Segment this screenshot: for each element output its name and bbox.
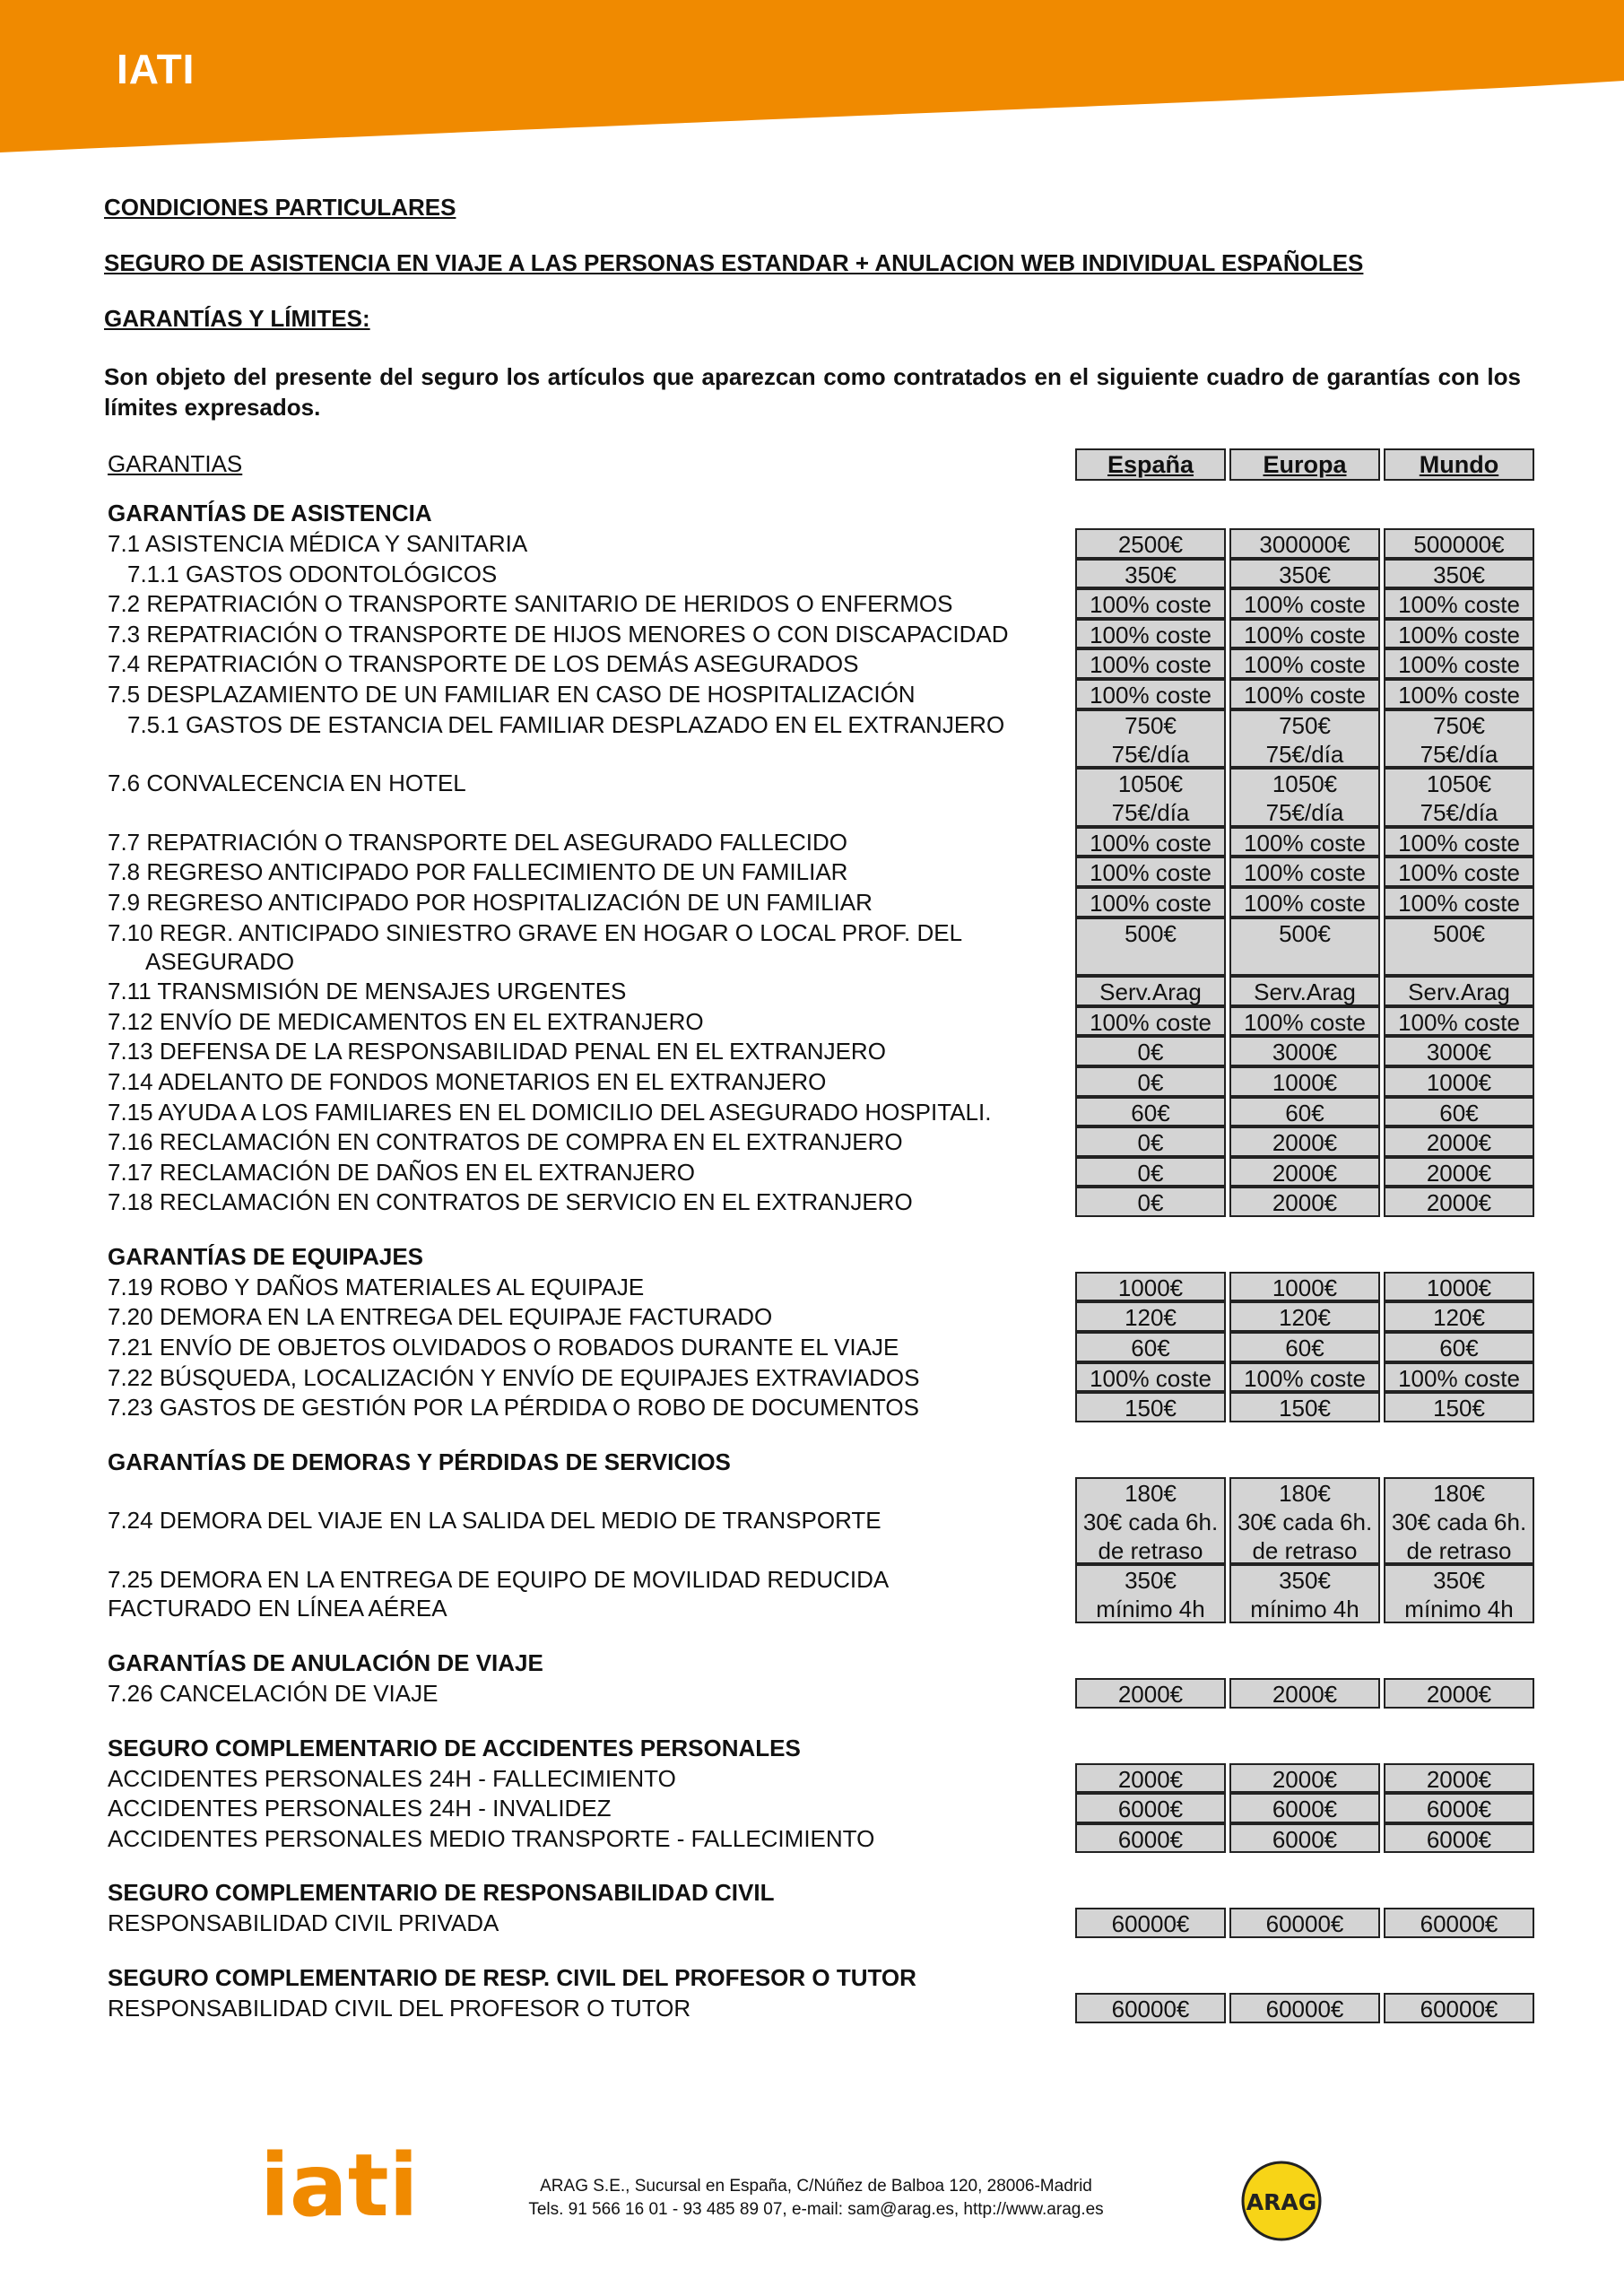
guarantee-label-text: 7.1.1 GASTOS ODONTOLÓGICOS [127, 560, 498, 587]
value-cell-espana: 60€ [1075, 1097, 1226, 1127]
brand-logo: IATI [117, 46, 195, 92]
table-row [108, 1823, 1542, 1854]
value-cell-europa: 500€ [1229, 918, 1380, 977]
document-title: CONDICIONES PARTICULARES [104, 194, 456, 221]
column-header-garantias: GARANTIAS [108, 450, 243, 477]
guarantee-label-text: 7.22 BÚSQUEDA, LOCALIZACIÓN Y ENVÍO DE EQUIPAJES EXTRAVIADOS [108, 1363, 920, 1391]
value-cell-europa: 60000€ [1229, 1993, 1380, 2023]
table-row [108, 1301, 1542, 1332]
value-cell-mundo: 100% coste [1384, 1362, 1534, 1393]
value-cell-europa: 3000€ [1229, 1036, 1380, 1066]
section-title: SEGURO COMPLEMENTARIO DE RESP. CIVIL DEL PROFESOR O TUTOR [108, 1964, 916, 1991]
table-row [108, 827, 1542, 857]
value-cell-europa: 180€ 30€ cada 6h. de retraso [1229, 1477, 1380, 1565]
value-cell-europa: 1000€ [1229, 1066, 1380, 1097]
table-row [108, 1564, 1542, 1623]
guarantee-label [108, 1066, 1058, 1096]
guarantee-label-text: 7.13 DEFENSA DE LA RESPONSABILIDAD PENAL EN EL EXTRANJERO [108, 1038, 886, 1065]
guarantee-label-text: RESPONSABILIDAD CIVIL DEL PROFESOR O TUTOR [108, 1995, 691, 2022]
value-cell-mundo: 500000€ [1384, 528, 1534, 559]
value-cell-mundo: 60000€ [1384, 1908, 1534, 1938]
value-cell-mundo: 3000€ [1384, 1036, 1534, 1066]
column-header-europa: Europa [1229, 448, 1380, 481]
table-row [108, 1006, 1542, 1037]
guarantee-label-text: 7.24 DEMORA DEL VIAJE EN LA SALIDA DEL MEDIO DE TRANSPORTE [108, 1506, 881, 1534]
value-cell-mundo: 100% coste [1384, 827, 1534, 857]
table-row [108, 679, 1542, 709]
value-cell-mundo: 750€ 75€/día [1384, 709, 1534, 769]
guarantee-label [108, 1477, 1058, 1535]
value-cell-mundo: 180€ 30€ cada 6h. de retraso [1384, 1477, 1534, 1565]
value-cell-mundo: 100% coste [1384, 679, 1534, 709]
value-cell-mundo: 120€ [1384, 1301, 1534, 1332]
value-cell-europa: 100% coste [1229, 857, 1380, 887]
value-cell-mundo: 1000€ [1384, 1272, 1534, 1302]
value-cell-europa: 350€ [1229, 559, 1380, 589]
guarantee-label [108, 1763, 1058, 1793]
guarantee-label-text: 7.6 CONVALECENCIA EN HOTEL [108, 770, 466, 797]
value-cell-europa: 60€ [1229, 1097, 1380, 1127]
iati-logo-text: iati [260, 2144, 419, 2233]
table-row [108, 1036, 1542, 1066]
value-cell-espana: 1050€ 75€/día [1075, 768, 1226, 827]
value-cell-europa: 100% coste [1229, 619, 1380, 649]
guarantee-label-text: RESPONSABILIDAD CIVIL PRIVADA [108, 1909, 499, 1937]
guarantees-table [108, 448, 1542, 2023]
value-cell-espana: 100% coste [1075, 619, 1226, 649]
value-cell-espana: 350€ mínimo 4h [1075, 1564, 1226, 1623]
value-cell-europa: 1050€ 75€/día [1229, 768, 1380, 827]
section-title: GARANTÍAS DE EQUIPAJES [108, 1242, 424, 1270]
value-cell-espana: 100% coste [1075, 679, 1226, 709]
value-cell-europa: 6000€ [1229, 1823, 1380, 1854]
column-header-espana: España [1075, 448, 1226, 481]
value-cell-mundo: 100% coste [1384, 648, 1534, 679]
value-cell-europa: 100% coste [1229, 648, 1380, 679]
table-row [108, 1793, 1542, 1823]
guarantee-label [108, 588, 1058, 618]
guarantee-label [108, 1187, 1058, 1216]
value-cell-europa: 2000€ [1229, 1157, 1380, 1187]
iati-footer-logo [260, 2144, 421, 2238]
guarantee-label-text: 7.11 TRANSMISIÓN DE MENSAJES URGENTES [108, 978, 627, 1005]
intro-paragraph: Son objeto del presente del seguro los artículos que aparezcan como contratados en el siguiente cuadro de garantías con los límites expresados. [104, 363, 1521, 421]
guarantee-label [108, 857, 1058, 886]
guarantee-label [108, 1362, 1058, 1392]
section-title: SEGURO COMPLEMENTARIO DE RESPONSABILIDAD CIVIL [108, 1879, 775, 1907]
guarantee-label [108, 1908, 1058, 1937]
value-cell-europa: 100% coste [1229, 1362, 1380, 1393]
value-cell-mundo: 100% coste [1384, 619, 1534, 649]
table-header [108, 448, 1542, 481]
value-cell-mundo: 6000€ [1384, 1793, 1534, 1823]
value-cell-europa: 100% coste [1229, 679, 1380, 709]
guarantee-label-text: 7.10 REGR. ANTICIPADO SINIESTRO GRAVE EN HOGAR O LOCAL PROF. DEL [108, 918, 963, 946]
value-cell-europa: 2000€ [1229, 1763, 1380, 1794]
value-cell-mundo: 1050€ 75€/día [1384, 768, 1534, 827]
value-cell-mundo: 60000€ [1384, 1993, 1534, 2023]
guarantee-label [108, 1157, 1058, 1187]
guarantee-label [108, 887, 1058, 917]
value-cell-mundo: 100% coste [1384, 588, 1534, 619]
guarantee-label-text: 7.12 ENVÍO DE MEDICAMENTOS EN EL EXTRANJERO [108, 1007, 704, 1035]
guarantee-label [108, 827, 1058, 857]
value-cell-europa: 6000€ [1229, 1793, 1380, 1823]
guarantee-label-text: 7.21 ENVÍO DE OBJETOS OLVIDADOS O ROBADOS DURANTE EL VIAJE [108, 1334, 899, 1361]
table-row [108, 619, 1542, 649]
value-cell-espana: 2000€ [1075, 1763, 1226, 1794]
guarantee-label-text: 7.18 RECLAMACIÓN EN CONTRATOS DE SERVICIO EN EL EXTRANJERO [108, 1188, 913, 1216]
section-title: GARANTÍAS DE ANULACIÓN DE VIAJE [108, 1649, 543, 1677]
guarantee-label [108, 1332, 1058, 1361]
value-cell-espana: 150€ [1075, 1392, 1226, 1422]
guarantee-label [108, 1036, 1058, 1065]
guarantee-label-text: ACCIDENTES PERSONALES MEDIO TRANSPORTE - FALLECIMIENTO [108, 1824, 875, 1852]
value-cell-espana: 100% coste [1075, 588, 1226, 619]
table-row [108, 976, 1542, 1006]
value-cell-europa: 150€ [1229, 1392, 1380, 1422]
table-row [108, 1187, 1542, 1217]
value-cell-mundo: 2000€ [1384, 1678, 1534, 1709]
guarantee-label [108, 1126, 1058, 1156]
value-cell-espana: 60000€ [1075, 1908, 1226, 1938]
guarantee-label [108, 1823, 1058, 1853]
guarantee-label [108, 918, 1058, 976]
guarantee-label-text: 7.9 REGRESO ANTICIPADO POR HOSPITALIZACIÓN DE UN FAMILIAR [108, 888, 873, 916]
guarantee-label [108, 709, 1078, 739]
value-cell-mundo: 2000€ [1384, 1126, 1534, 1157]
guarantee-label-text: 7.8 REGRESO ANTICIPADO POR FALLECIMIENTO DE UN FAMILIAR [108, 858, 848, 886]
guarantee-label [108, 1272, 1058, 1301]
guarantee-label-text: 7.17 RECLAMACIÓN DE DAÑOS EN EL EXTRANJERO [108, 1158, 695, 1186]
value-cell-espana: 100% coste [1075, 827, 1226, 857]
table-row [108, 1763, 1542, 1794]
value-cell-mundo: 350€ [1384, 559, 1534, 589]
value-cell-europa: 100% coste [1229, 588, 1380, 619]
table-row [108, 1272, 1542, 1302]
value-cell-mundo: 2000€ [1384, 1157, 1534, 1187]
section-title: GARANTÍAS DE ASISTENCIA [108, 500, 432, 526]
table-row [108, 1126, 1542, 1157]
value-cell-europa: Serv.Arag [1229, 976, 1380, 1006]
guarantee-label-text: 7.15 AYUDA A LOS FAMILIARES EN EL DOMICILIO DEL ASEGURADO HOSPITALI. [108, 1098, 992, 1126]
guarantee-label [108, 1678, 1058, 1708]
value-cell-espana: 0€ [1075, 1187, 1226, 1217]
value-cell-europa: 100% coste [1229, 1006, 1380, 1037]
arag-logo-icon [1240, 2160, 1323, 2242]
table-row [108, 1332, 1542, 1362]
guarantee-label-text: 7.23 GASTOS DE GESTIÓN POR LA PÉRDIDA O ROBO DE DOCUMENTOS [108, 1394, 919, 1422]
footer-contact: Tels. 91 566 16 01 - 93 485 89 07, e-mail: sam@arag.es, http://www.arag.es [528, 2200, 1104, 2219]
value-cell-europa: 100% coste [1229, 827, 1380, 857]
guarantee-label [108, 1097, 1058, 1126]
guarantee-label [108, 1564, 1058, 1622]
guarantee-label [108, 768, 1058, 797]
value-cell-espana: 1000€ [1075, 1272, 1226, 1302]
guarantee-label [108, 648, 1058, 678]
table-row [108, 1908, 1542, 1938]
value-cell-espana: 60000€ [1075, 1993, 1226, 2023]
table-row [108, 1993, 1542, 2023]
value-cell-espana: 100% coste [1075, 887, 1226, 918]
value-cell-europa: 750€ 75€/día [1229, 709, 1380, 769]
value-cell-espana: 100% coste [1075, 1362, 1226, 1393]
guarantee-label-text: 7.16 RECLAMACIÓN EN CONTRATOS DE COMPRA EN EL EXTRANJERO [108, 1128, 903, 1156]
guarantee-label-text: 7.25 DEMORA EN LA ENTREGA DE EQUIPO DE MOVILIDAD REDUCIDA [108, 1566, 890, 1594]
value-cell-mundo: 60€ [1384, 1097, 1534, 1127]
value-cell-europa: 1000€ [1229, 1272, 1380, 1302]
value-cell-espana: 6000€ [1075, 1823, 1226, 1854]
value-cell-espana: 350€ [1075, 559, 1226, 589]
guarantee-label-text: 7.1 ASISTENCIA MÉDICA Y SANITARIA [108, 530, 528, 557]
value-cell-mundo: 100% coste [1384, 887, 1534, 918]
section-title: GARANTÍAS DE DEMORAS Y PÉRDIDAS DE SERVICIOS [108, 1448, 731, 1475]
value-cell-espana: 500€ [1075, 918, 1226, 977]
value-cell-europa: 120€ [1229, 1301, 1380, 1332]
value-cell-espana: 2000€ [1075, 1678, 1226, 1709]
value-cell-europa: 60€ [1229, 1332, 1380, 1362]
guarantee-label-text: ACCIDENTES PERSONALES 24H - INVALIDEZ [108, 1795, 612, 1822]
guarantee-label-text: 7.20 DEMORA EN LA ENTREGA DEL EQUIPAJE FACTURADO [108, 1303, 773, 1331]
guarantee-label [108, 1993, 1058, 2022]
guarantee-label-text: 7.19 ROBO Y DAÑOS MATERIALES AL EQUIPAJE [108, 1273, 645, 1300]
value-cell-espana: 0€ [1075, 1066, 1226, 1097]
value-cell-espana: 6000€ [1075, 1793, 1226, 1823]
table-body [108, 499, 1542, 2023]
value-cell-europa: 2000€ [1229, 1678, 1380, 1709]
value-cell-espana: 0€ [1075, 1036, 1226, 1066]
value-cell-mundo: 60€ [1384, 1332, 1534, 1362]
value-cell-mundo: 2000€ [1384, 1187, 1534, 1217]
value-cell-mundo: 150€ [1384, 1392, 1534, 1422]
value-cell-europa: 350€ mínimo 4h [1229, 1564, 1380, 1623]
guarantee-label [108, 1793, 1058, 1822]
arag-logo [1240, 2160, 1323, 2247]
guarantee-label-text: 7.2 REPATRIACIÓN O TRANSPORTE SANITARIO DE HERIDOS O ENFERMOS [108, 590, 953, 618]
guarantee-label-continued: FACTURADO EN LÍNEA AÉREA [108, 1595, 447, 1622]
table-row [108, 1097, 1542, 1127]
iati-logo-icon [260, 2144, 421, 2233]
table-row [108, 1362, 1542, 1393]
value-cell-espana: 60€ [1075, 1332, 1226, 1362]
value-cell-mundo: Serv.Arag [1384, 976, 1534, 1006]
footer-address: ARAG S.E., Sucursal en España, C/Núñez de Balboa 120, 28006-Madrid [540, 2177, 1092, 2196]
column-header-mundo: Mundo [1384, 448, 1534, 481]
value-cell-europa: 2000€ [1229, 1187, 1380, 1217]
value-cell-espana: 2500€ [1075, 528, 1226, 559]
footer-text [475, 2175, 1157, 2222]
value-cell-mundo: 100% coste [1384, 857, 1534, 887]
guarantee-label [108, 679, 1058, 709]
guarantee-label-text: 7.26 CANCELACIÓN DE VIAJE [108, 1680, 439, 1708]
guarantees-heading: GARANTÍAS Y LÍMITES: [104, 305, 370, 332]
banner-shape [0, 0, 1624, 157]
table-row [108, 559, 1542, 589]
guarantee-label [108, 1392, 1058, 1422]
guarantee-label-text: 7.5.1 GASTOS DE ESTANCIA DEL FAMILIAR DESPLAZADO EN EL EXTRANJERO [127, 710, 1005, 738]
guarantee-label [108, 559, 1078, 588]
value-cell-espana: 100% coste [1075, 1006, 1226, 1037]
table-row [108, 1392, 1542, 1422]
guarantee-label-continued: ASEGURADO [145, 947, 295, 975]
table-row [108, 768, 1542, 827]
product-title: SEGURO DE ASISTENCIA EN VIAJE A LAS PERSONAS ESTANDAR + ANULACION WEB INDIVIDUAL ESPAÑOLES [104, 249, 1364, 276]
value-cell-mundo: 6000€ [1384, 1823, 1534, 1854]
value-cell-espana: 120€ [1075, 1301, 1226, 1332]
value-cell-espana: 0€ [1075, 1126, 1226, 1157]
value-cell-espana: 180€ 30€ cada 6h. de retraso [1075, 1477, 1226, 1565]
table-row [108, 709, 1542, 769]
section-title: SEGURO COMPLEMENTARIO DE ACCIDENTES PERSONALES [108, 1734, 801, 1761]
value-cell-mundo: 500€ [1384, 918, 1534, 977]
table-row [108, 1066, 1542, 1097]
table-row [108, 648, 1542, 679]
arag-logo-text: ARAG [1246, 2189, 1317, 2215]
guarantee-label-text: 7.3 REPATRIACIÓN O TRANSPORTE DE HIJOS MENORES O CON DISCAPACIDAD [108, 620, 1009, 648]
value-cell-espana: 100% coste [1075, 857, 1226, 887]
guarantee-label [108, 619, 1058, 648]
value-cell-europa: 2000€ [1229, 1126, 1380, 1157]
guarantee-label [108, 1301, 1058, 1331]
value-cell-espana: 0€ [1075, 1157, 1226, 1187]
table-row [108, 918, 1542, 977]
table-row [108, 887, 1542, 918]
value-cell-europa: 300000€ [1229, 528, 1380, 559]
table-row [108, 1157, 1542, 1187]
value-cell-mundo: 100% coste [1384, 1006, 1534, 1037]
guarantee-label-text: 7.4 REPATRIACIÓN O TRANSPORTE DE LOS DEMÁS ASEGURADOS [108, 650, 859, 678]
value-cell-espana: Serv.Arag [1075, 976, 1226, 1006]
value-cell-espana: 100% coste [1075, 648, 1226, 679]
value-cell-mundo: 2000€ [1384, 1763, 1534, 1794]
value-cell-mundo: 350€ mínimo 4h [1384, 1564, 1534, 1623]
table-row [108, 1678, 1542, 1709]
value-cell-europa: 100% coste [1229, 887, 1380, 918]
guarantee-label-text: 7.14 ADELANTO DE FONDOS MONETARIOS EN EL EXTRANJERO [108, 1067, 827, 1095]
guarantee-label [108, 1006, 1058, 1036]
table-row [108, 528, 1542, 559]
table-row [108, 588, 1542, 619]
guarantee-label-text: 7.5 DESPLAZAMIENTO DE UN FAMILIAR EN CASO DE HOSPITALIZACIÓN [108, 680, 916, 708]
value-cell-europa: 60000€ [1229, 1908, 1380, 1938]
table-row [108, 1477, 1542, 1565]
table-row [108, 857, 1542, 887]
guarantee-label [108, 528, 1058, 558]
value-cell-espana: 750€ 75€/día [1075, 709, 1226, 769]
guarantee-label-text: 7.7 REPATRIACIÓN O TRANSPORTE DEL ASEGURADO FALLECIDO [108, 828, 847, 856]
guarantee-label [108, 976, 1058, 1005]
header-banner [0, 0, 1624, 157]
guarantee-label-text: ACCIDENTES PERSONALES 24H - FALLECIMIENTO [108, 1764, 676, 1792]
value-cell-mundo: 1000€ [1384, 1066, 1534, 1097]
